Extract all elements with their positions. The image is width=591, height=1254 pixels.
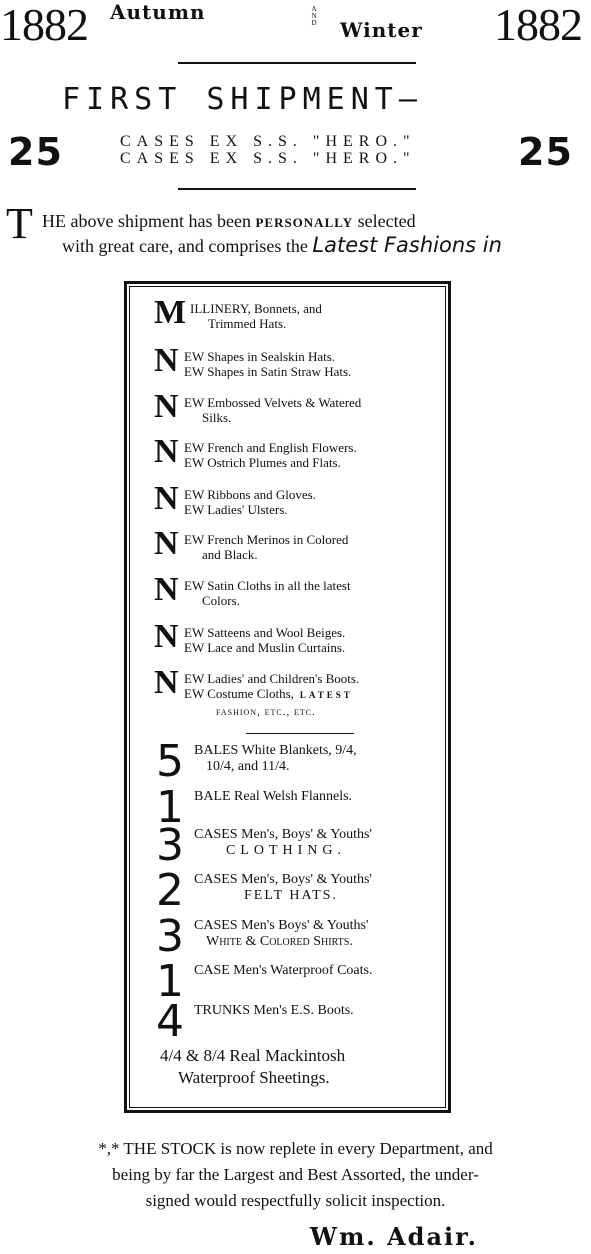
item-line-2: Colors. xyxy=(202,593,240,608)
latest-fashions: Latest Fashions in xyxy=(312,233,502,257)
item-line-2: Trimmed Hats. xyxy=(208,316,287,331)
item-drop-cap: N xyxy=(154,342,179,379)
intro-drop-cap: T xyxy=(6,199,33,248)
item-line-2: EW Costume Cloths, latest xyxy=(184,686,353,701)
item-line-2: EW Lace and Muslin Curtains. xyxy=(184,640,346,655)
item-line-2: EW Ladies' Ulsters. xyxy=(184,502,288,517)
item-line-2: EW Shapes in Satin Straw Hats. xyxy=(184,364,352,379)
box-divider xyxy=(246,733,354,734)
item-line-1: ILLINERY, Bonnets, and xyxy=(190,301,322,316)
latest-label: latest xyxy=(299,686,353,701)
item-line-1: EW French and English Flowers. xyxy=(184,440,357,455)
footer-line-2: being by far the Largest and Best Assorted, the under- xyxy=(112,1165,479,1184)
item-line-2: Silks. xyxy=(202,410,232,425)
item-line-1: EW Satin Cloths in all the latest xyxy=(184,578,351,593)
goods-line-2: CLOTHING. xyxy=(226,843,347,858)
year-right: 1882 xyxy=(494,0,582,50)
item-drop-cap: N xyxy=(154,525,179,562)
item-drop-cap: N xyxy=(154,618,179,655)
item-drop-cap: N xyxy=(154,388,179,425)
item-line-2: and Black. xyxy=(202,547,258,562)
goods-line-1: CASES Men's Boys' & Youths' xyxy=(194,918,369,933)
footer-line-3: signed would respectfully solicit inspection. xyxy=(145,1191,446,1210)
item-line-2: EW Ostrich Plumes and Flats. xyxy=(184,455,341,470)
item-drop-cap: N xyxy=(154,480,179,517)
mackintosh-line-1: 4/4 & 8/4 Real Mackintosh xyxy=(160,1046,346,1065)
goods-line-1: BALE Real Welsh Flannels. xyxy=(194,789,353,804)
goods-line-1: TRUNKS Men's E.S. Boots. xyxy=(194,1003,354,1018)
item-line-1: EW Ladies' and Children's Boots. xyxy=(184,671,360,686)
goods-line-1: BALES White Blankets, 9/4, xyxy=(194,743,357,758)
quantity-number: 2 xyxy=(156,865,184,916)
goods-line-1: CASES Men's, Boys' & Youths' xyxy=(194,872,372,887)
goods-line-2: FELT HATS. xyxy=(244,888,338,903)
item-drop-cap: N xyxy=(154,433,179,470)
item-drop-cap: N xyxy=(154,571,179,608)
count-right: 25 xyxy=(518,130,573,174)
item-line-1: EW Satteens and Wool Beiges. xyxy=(184,625,346,640)
item-drop-cap: N xyxy=(154,664,179,701)
rule-top xyxy=(178,62,416,64)
count-left: 25 xyxy=(8,130,63,174)
cases-line-1: CASES EX S.S. "HERO." xyxy=(120,133,416,150)
mackintosh-line-2: Waterproof Sheetings. xyxy=(178,1068,330,1087)
cases-line-2: CASES EX S.S. "HERO." xyxy=(120,150,416,167)
first-shipment-title: FIRST SHIPMENT— xyxy=(62,82,423,117)
goods-line-2: 10/4, and 11/4. xyxy=(206,759,290,774)
and-vertical: A N D xyxy=(311,5,317,27)
item-drop-cap: M xyxy=(154,294,187,331)
quantity-number: 3 xyxy=(156,820,184,871)
goods-line-1: CASE Men's Waterproof Coats. xyxy=(194,963,373,978)
quantity-number: 1 xyxy=(156,956,184,1007)
item-line-1: EW Embossed Velvets & Watered xyxy=(184,395,362,410)
goods-line-1: CASES Men's, Boys' & Youths' xyxy=(194,827,372,842)
year-left: 1882 xyxy=(0,0,88,50)
footer-line-1: *,* THE STOCK is now replete in every Department, and xyxy=(98,1139,493,1158)
season-autumn: Autumn xyxy=(110,0,206,24)
quantity-number: 4 xyxy=(156,996,184,1047)
quantity-number: 5 xyxy=(156,736,184,787)
quantity-number: 1 xyxy=(156,782,184,833)
item-line-1: EW French Merinos in Colored xyxy=(184,532,349,547)
intro-line-1: HE above shipment has been personally selected xyxy=(42,211,416,231)
season-winter: Winter xyxy=(340,18,423,42)
item-line-1: EW Ribbons and Gloves. xyxy=(184,487,316,502)
intro-line-2: with great care, and comprises the Latest Fashions in xyxy=(62,233,502,257)
goods-line-2: White & Colored Shirts. xyxy=(206,934,353,949)
rule-mid xyxy=(178,188,416,190)
item-line-1: EW Shapes in Sealskin Hats. xyxy=(184,349,336,364)
signature: Wm. Adair. xyxy=(310,1222,478,1251)
quantity-number: 3 xyxy=(156,911,184,962)
latest-fashion-etc: fashion, etc., etc. xyxy=(216,706,316,718)
